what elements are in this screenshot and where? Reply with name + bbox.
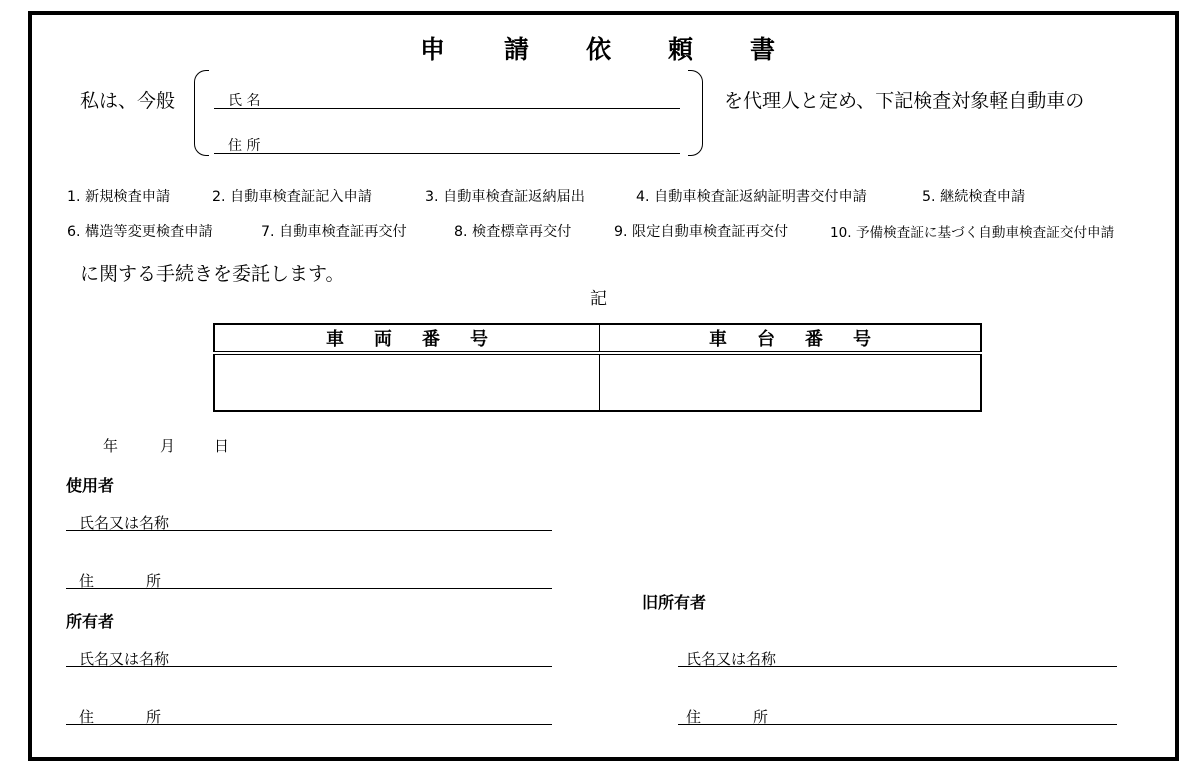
header-char: 番 (805, 329, 823, 350)
header-char: 番 (422, 329, 440, 350)
agent-address-field[interactable] (214, 153, 680, 154)
procedure-item: 2. 自動車検査証記入申請 (212, 189, 372, 205)
procedure-item: 10. 予備検査証に基づく自動車検査証交付申請 (830, 225, 1115, 241)
vehicle-table (213, 323, 982, 412)
owner-address-label-a: 住 (79, 708, 95, 726)
header-char: 両 (374, 329, 392, 350)
procedure-item: 6. 構造等変更検査申請 (67, 224, 213, 240)
header-char: 車 (709, 329, 727, 350)
procedure-item: 1. 新規検査申請 (67, 189, 171, 205)
user-name-label: 氏名又は名称 (79, 514, 170, 532)
ki-heading: 記 (590, 289, 607, 309)
procedure-item: 3. 自動車検査証返納届出 (425, 189, 585, 205)
procedure-item: 4. 自動車検査証返納証明書交付申請 (636, 189, 867, 205)
former-owner-heading: 旧所有者 (642, 593, 707, 612)
vehicle-number-cell[interactable] (214, 353, 600, 411)
former-owner-name-field[interactable] (678, 666, 1117, 667)
header-char: 号 (853, 329, 871, 350)
intro-prefix: 私は、今般 (80, 90, 176, 112)
user-address-field[interactable] (66, 588, 552, 589)
former-owner-address-field[interactable] (678, 724, 1117, 725)
right-bracket (688, 70, 703, 156)
agent-name-label: 氏 名 (228, 93, 261, 109)
user-name-field[interactable] (66, 530, 552, 531)
vehicle-number-header (214, 324, 600, 353)
owner-name-field[interactable] (66, 666, 552, 667)
procedure-item: 5. 継続検査申請 (922, 189, 1026, 205)
left-bracket (194, 70, 209, 156)
title-char: 請 (504, 35, 530, 64)
user-address-label-b: 所 (146, 572, 162, 590)
title-char: 依 (586, 35, 612, 64)
header-char: 車 (326, 329, 344, 350)
former-owner-name-label: 氏名又は名称 (686, 650, 777, 668)
former-owner-address-label-b: 所 (753, 708, 769, 726)
title-char: 頼 (668, 35, 694, 64)
procedure-item: 8. 検査標章再交付 (454, 224, 572, 240)
owner-address-field[interactable] (66, 724, 552, 725)
agent-name-field[interactable] (214, 108, 680, 109)
user-address-label-a: 住 (79, 572, 95, 590)
owner-address-label-b: 所 (146, 708, 162, 726)
former-owner-address-label-a: 住 (686, 708, 702, 726)
procedure-item: 9. 限定自動車検査証再交付 (614, 224, 789, 240)
owner-heading: 所有者 (66, 612, 115, 631)
title-char: 申 (420, 35, 446, 64)
header-char: 台 (757, 329, 775, 350)
date-day-label: 日 (214, 437, 230, 455)
date-year-label: 年 (103, 437, 119, 455)
user-heading: 使用者 (66, 476, 115, 495)
agent-address-label: 住 所 (228, 138, 261, 154)
delegation-text: に関する手続きを委託します。 (80, 263, 345, 285)
title-char: 書 (750, 35, 776, 64)
chassis-number-header (600, 324, 982, 353)
owner-name-label: 氏名又は名称 (79, 650, 170, 668)
intro-suffix: を代理人と定め、下記検査対象軽自動車の (724, 90, 1085, 112)
date-month-label: 月 (160, 437, 176, 455)
chassis-number-cell[interactable] (600, 353, 982, 411)
procedure-item: 7. 自動車検査証再交付 (261, 224, 407, 240)
header-char: 号 (470, 329, 488, 350)
